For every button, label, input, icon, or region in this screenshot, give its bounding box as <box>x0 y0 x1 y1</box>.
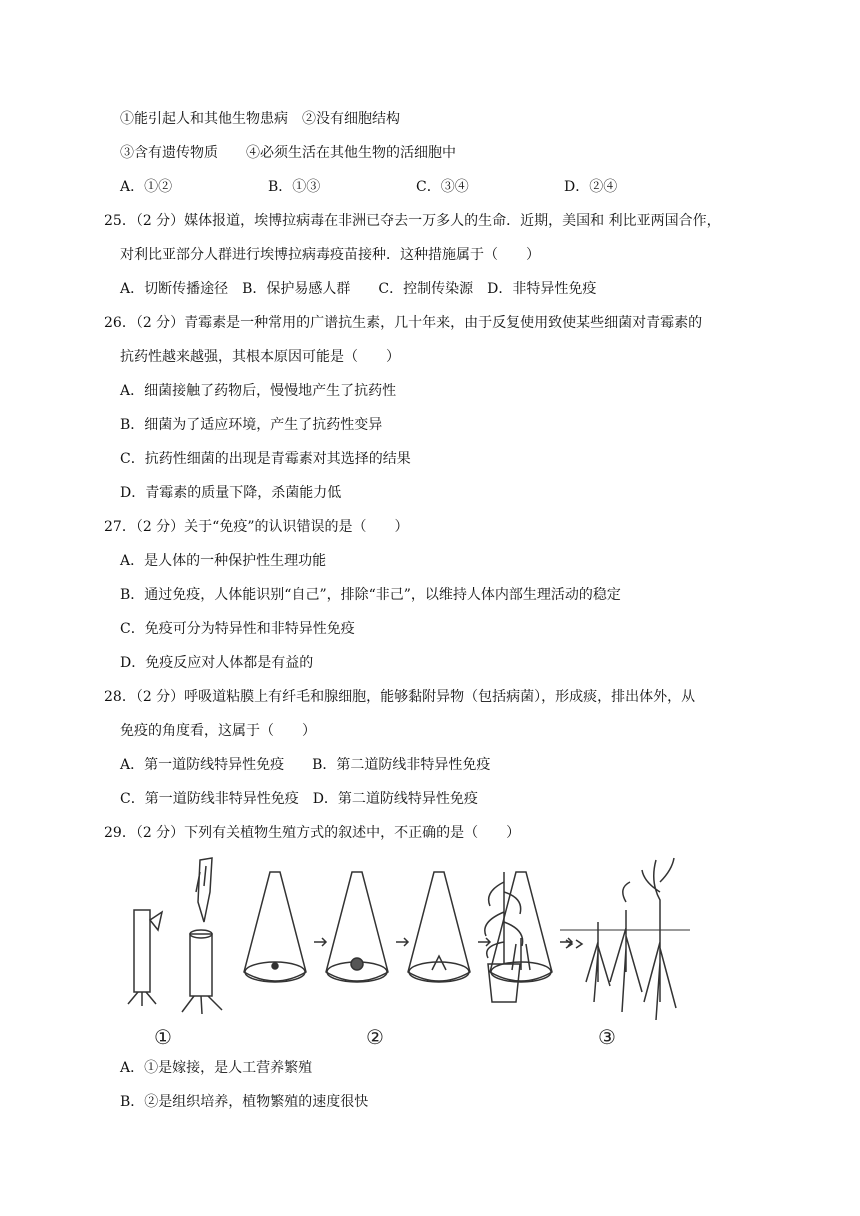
q26-option-a: A．细菌接触了药物后，慢慢地产生了抗药性 <box>120 383 397 399</box>
q27-option-c: C．免疫可分为特异性和非特异性免疫 <box>120 621 355 637</box>
cutting-illustration <box>560 858 690 1020</box>
figure-label-3: ③ <box>598 1025 616 1049</box>
culture-flask <box>244 872 306 982</box>
q27-option-b: B．通过免疫，人体能识别“自己”，排除“非己”，以维持人体内部生理活动的稳定 <box>120 587 621 603</box>
q24-options <box>120 177 617 197</box>
figure-label-2: ② <box>366 1025 384 1049</box>
figure-label-1: ① <box>154 1025 172 1049</box>
q24-option-b: B．①③ <box>268 179 321 195</box>
plant-reproduction-figure <box>120 852 700 1052</box>
q26-option-c: C．抗药性细菌的出现是青霉素对其选择的结果 <box>120 451 411 467</box>
q26-option-d: D．青霉素的质量下降，杀菌能力低 <box>120 485 342 501</box>
q28-stem-line1: 28．（2 分）呼吸道粘膜上有纤毛和腺细胞，能够黏附异物（包括病菌），形成痰，排出体外，从 <box>104 689 696 705</box>
q28-stem-line2: 免疫的角度看，这属于（ ） <box>120 723 316 739</box>
q26-option-b: B．细菌为了适应环境，产生了抗药性变异 <box>120 417 383 433</box>
q29-stem: 29．（2 分）下列有关植物生殖方式的叙述中，不正确的是（ ） <box>104 825 521 841</box>
q27-stem: 27．（2 分）关于“免疫”的认识错误的是（ ） <box>104 519 409 535</box>
q27-option-d: D．免疫反应对人体都是有益的 <box>120 655 314 671</box>
q25-options: A．切断传播途径 B．保护易感人群 C．控制传染源 D．非特异性免疫 <box>120 281 597 297</box>
q26-stem-line2: 抗药性越来越强，其根本原因可能是（ ） <box>120 349 400 365</box>
q27-option-a: A．是人体的一种保护性生理功能 <box>120 553 327 569</box>
culture-flask <box>326 872 388 982</box>
grafting-illustration <box>128 858 222 1014</box>
q29-option-a: A．①是嫁接，是人工营养繁殖 <box>120 1060 313 1076</box>
q24-statement-1-2: ①能引起人和其他生物患病 ②没有细胞结构 <box>120 111 400 127</box>
q26-stem-line1: 26．（2 分）青霉素是一种常用的广谱抗生素，几十年来，由于反复使用致使某些细菌对青霉素的 <box>104 315 703 331</box>
q24-option-c: C．③④ <box>416 179 469 195</box>
q25-stem-line1: 25．（2 分）媒体报道，埃博拉病毒在非洲已夺去一万多人的生命．近期，美国和 利比亚两国合作， <box>104 213 721 229</box>
q28-options-ab: A．第一道防线特异性免疫 B．第二道防线非特异性免疫 <box>120 757 491 773</box>
q24-option-d: D．②④ <box>564 179 618 195</box>
culture-flask <box>490 872 552 982</box>
q25-stem-line2: 对利比亚部分人群进行埃博拉病毒疫苗接种．这种措施属于（ ） <box>120 247 540 263</box>
tissue-culture-illustration <box>244 872 572 1002</box>
q29-option-b: B．②是组织培养，植物繁殖的速度很快 <box>120 1094 369 1110</box>
q24-statement-3-4: ③含有遗传物质 ④必须生活在其他生物的活细胞中 <box>120 145 456 161</box>
culture-flask <box>408 872 470 982</box>
q24-option-a: A．①② <box>120 179 173 195</box>
q28-options-cd: C．第一道防线非特异性免疫 D．第二道防线特异性免疫 <box>120 791 478 807</box>
